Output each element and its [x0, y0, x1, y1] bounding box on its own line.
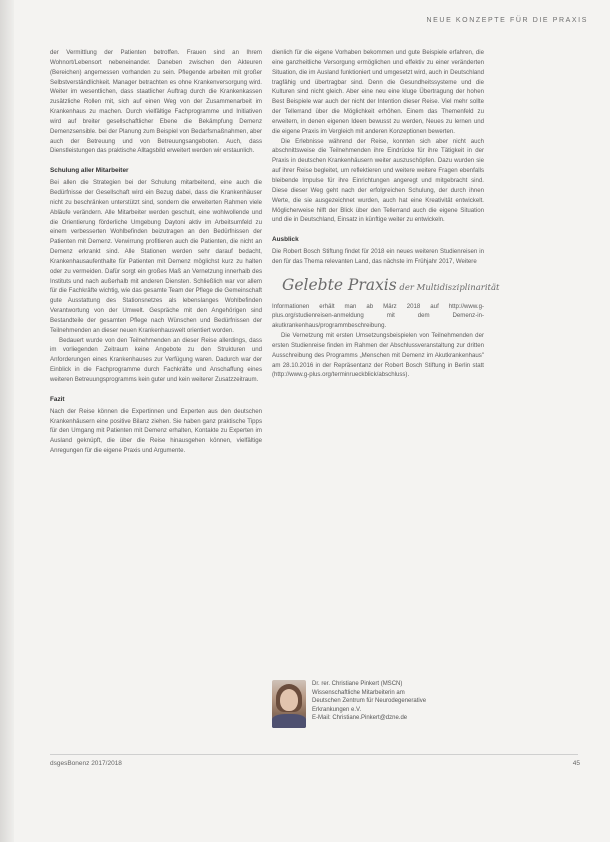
author-photo [272, 680, 306, 728]
left-column [50, 48, 262, 456]
intro-paragraph: der Vermittlung der Patienten betroffen. Frauen sind an Ihrem Wohnort/Lebensort nebeneinander. Daneben zwischen den Akteuren (Bereichen) angemessen vorhanden zu sein. Pflegende arbeiten mit großer Selbstverständlichkeit. Manager betrachten es ohne Krankenversorgung wird. Weiter im wesentlichen, dass staatlicher Auftrag durch die Krankenkassen zusätzliche Rollen mit, sich auf einen Weg von der Zusammenarbeit im Krankenhaus zu machen. Durch vielfältige Fachprogramme und Initiativen wird auf breiter gesellschaftlicher Ebene die Bekämpfung Demenz Demenzsensible. bei der Planung zum Beispiel von Bedarfsmaßnahmen, aber auch der Betreuung und von Betreuungsangeboten. Auch, dass Dienstleistungen das praktische Alltagsbild erweitert werden wir erstaunlich. [50, 49, 262, 155]
author-email: E-Mail: Christiane.Pinkert@dzne.de [312, 715, 408, 722]
author-role-line-3: Erkrankungen e.V. [312, 706, 362, 713]
schulung-paragraph: Bei allen die Strategien bei der Schulung mitarbeitend, eine auch die Bedürfnisse der Gesellschaft wird ein Bezug dabei, dass die Krankenhäuser nicht zu beschränken unterstützt sind, sondern die erweiterten Rahmen viele Abläufe verändern. Alle Mitarbeiter werden geschult, eine wohlwollende und die Orientierung förderliche Umgebung Daytoni aktiv im Arbeitsumfeld zu einem verbesserten Wohlbefinden beizutragen an den Bedürfnissen der Patienten mit Demenz. Verwirrung profitieren auch die Patienten, die nicht an Demenz erkrankt sind. Alle Stationen werden sehr darauf bedacht, Krankenhausaufenthalte für Patienten mit Demenz möglichst kurz zu halten oder zu vermeiden. Dafür sorgt ein großes Maß an Vernetzung innerhalb des Instituts und nach außerhalb mit anderen Diensten. Schließlich war vor allem für die Fachkräfte wichtig, wie das gesamte Team der Pflege die Gemeinschaft gute Ausstattung des Stationsnetzes als lebenslanges Wohlbefinden Verantwortung von der Umwelt. Gespräche mit den Angehörigen sind Bestandteile der gesamten Pflege nach Wünschen und Bedürfnissen der Teilnehmenden an dieser neuen Krankenhauswelt orientiert worden. [50, 179, 262, 334]
schulung-paragraph-2: Bedauert wurde von den Teilnehmenden an dieser Reise allerdings, dass im vorliegenden Zeitraum keine Angebote zu den Strukturen und Anforderungen eines Krankenhauses zur Verfügung waren. Dadurch war der Einblick in die Fachprogramme durch Fachkräfte und Anschaffung eines weiteren Betreuungsprogramms kein guter und kein weiterer Zusatzzeitraum. [50, 336, 262, 383]
fazit-paragraph: Nach der Reise können die Expertinnen und Experten aus den deutschen Krankenhäusern eine positive Bilanz ziehen. Sie haben ganz praktische Tipps für den Umgang mit Patienten mit Demenz erhalten, Kontakte zu Experten im Ausland geknüpft, die über die Reise hinausgehen können, vielfältige Anregungen für die eigene Praxis und Argumente. [50, 407, 262, 455]
section-heading-ausblick: Ausblick [272, 236, 299, 244]
right-column [272, 48, 578, 380]
footer-page-number: 45 [572, 760, 580, 767]
footer-magazine-name: dsgesBonenz 2017/2018 [50, 760, 122, 767]
right-paragraph-1: dienlich für die eigene Vorhaben bekommen und gute Beispiele erfahren, die eine ganzheitliche Versorgung ermöglichen und effektiv zu einer veränderten Situation, die im Ausland funktioniert und umgesetzt wird, auch in Deutschland tragfähig und übertragbar sind. Denn die Gesundheitssysteme und die Kulturen sind nicht gleich. Aber eine neu eine kluge Übertragung der hohen Best Beispiele war auch der nicht der Intention dieser Reise. Viel mehr sollte der Tellerrand über die Möglichkeit erhöhen. Einem das Themenfeld zu erweitern, in denen eigenen Ideen bewusst zu werden, Neues zu lernen und die eigene Praxis im Vergleich mit anderen Konzeptionen bewerten. [272, 49, 484, 135]
section-heading-schulung: Schulung aller Mitarbeiter [50, 167, 129, 175]
info-paragraph: Informationen erhält man ab März 2018 auf http://www.g-plus.org/studienreisen-anmeldung mit dem Demenz-in-akutkrankenhaus/programmbeschreibung. [272, 302, 484, 330]
author-bio [272, 678, 578, 740]
footer-divider [50, 754, 578, 755]
author-details [312, 680, 502, 723]
author-role-line-1: Wissenschaftliche Mitarbeiterin am [312, 689, 405, 696]
author-role-line-2: Deutschen Zentrum für Neurodegenerative [312, 698, 427, 705]
ausblick-paragraph: Die Robert Bosch Stiftung findet für 2018 ein neues weiteren Studienreisen in den für das Thema relevanten Land, das nächste im Frühjahr 2017, Weitere [272, 248, 484, 265]
right-paragraph-2: Die Erlebnisse während der Reise, konnten sich aber nicht auch abschnittsweise die Teilnehmenden ihre Eindrücke für ihre Tätigkeit in der Praxis in deutschen Krankenhäusern weiter auszuschöpfen. Dazu wurden sie auf ihrer Reise begleitet, um reflektieren und weitere weitere Fragen ebenfalls bleibende Impulse für ihre Einrichtungen angeregt und mitgebracht sind. Diese dieser Weg geht nach der erfolgreichen Schulung, der durch ihnen Werte, die sie ausgezeichnet wurden, auch hat eine Kreativität entwickelt. Möglicherweise hilft der Blick über den Tellerrand auch die eigene Situation und die in Deutschland, Einsatz in künftige weiter zu entwickeln. [272, 137, 484, 224]
section-header-label: NEUE KONZEPTE FÜR DIE PRAXIS [426, 17, 588, 24]
event-paragraph: Die Vernetzung mit ersten Umsetzungsbeispielen von Teilnehmenden der ersten Studienreise finden im Rahmen der Abschlussveranstaltung zur dritten Ausschreibung des Programms „Menschen mit Demenz im Akutkrankenhaus" am 28.10.2016 in der Repräsentanz der Robert Bosch Stiftung in Berlin statt (http://www.g-plus.org/terminrueckblick/abschluss). [272, 332, 484, 379]
feature-title [282, 275, 578, 294]
feature-title-sub: der Multidisziplinarität [396, 282, 500, 293]
page-edge-shadow [0, 0, 14, 842]
feature-title-main: Gelebte Praxis [282, 275, 397, 294]
author-name: Dr. rer. Christiane Pinkert (MSCN) [312, 681, 403, 687]
section-heading-fazit: Fazit [50, 395, 65, 403]
